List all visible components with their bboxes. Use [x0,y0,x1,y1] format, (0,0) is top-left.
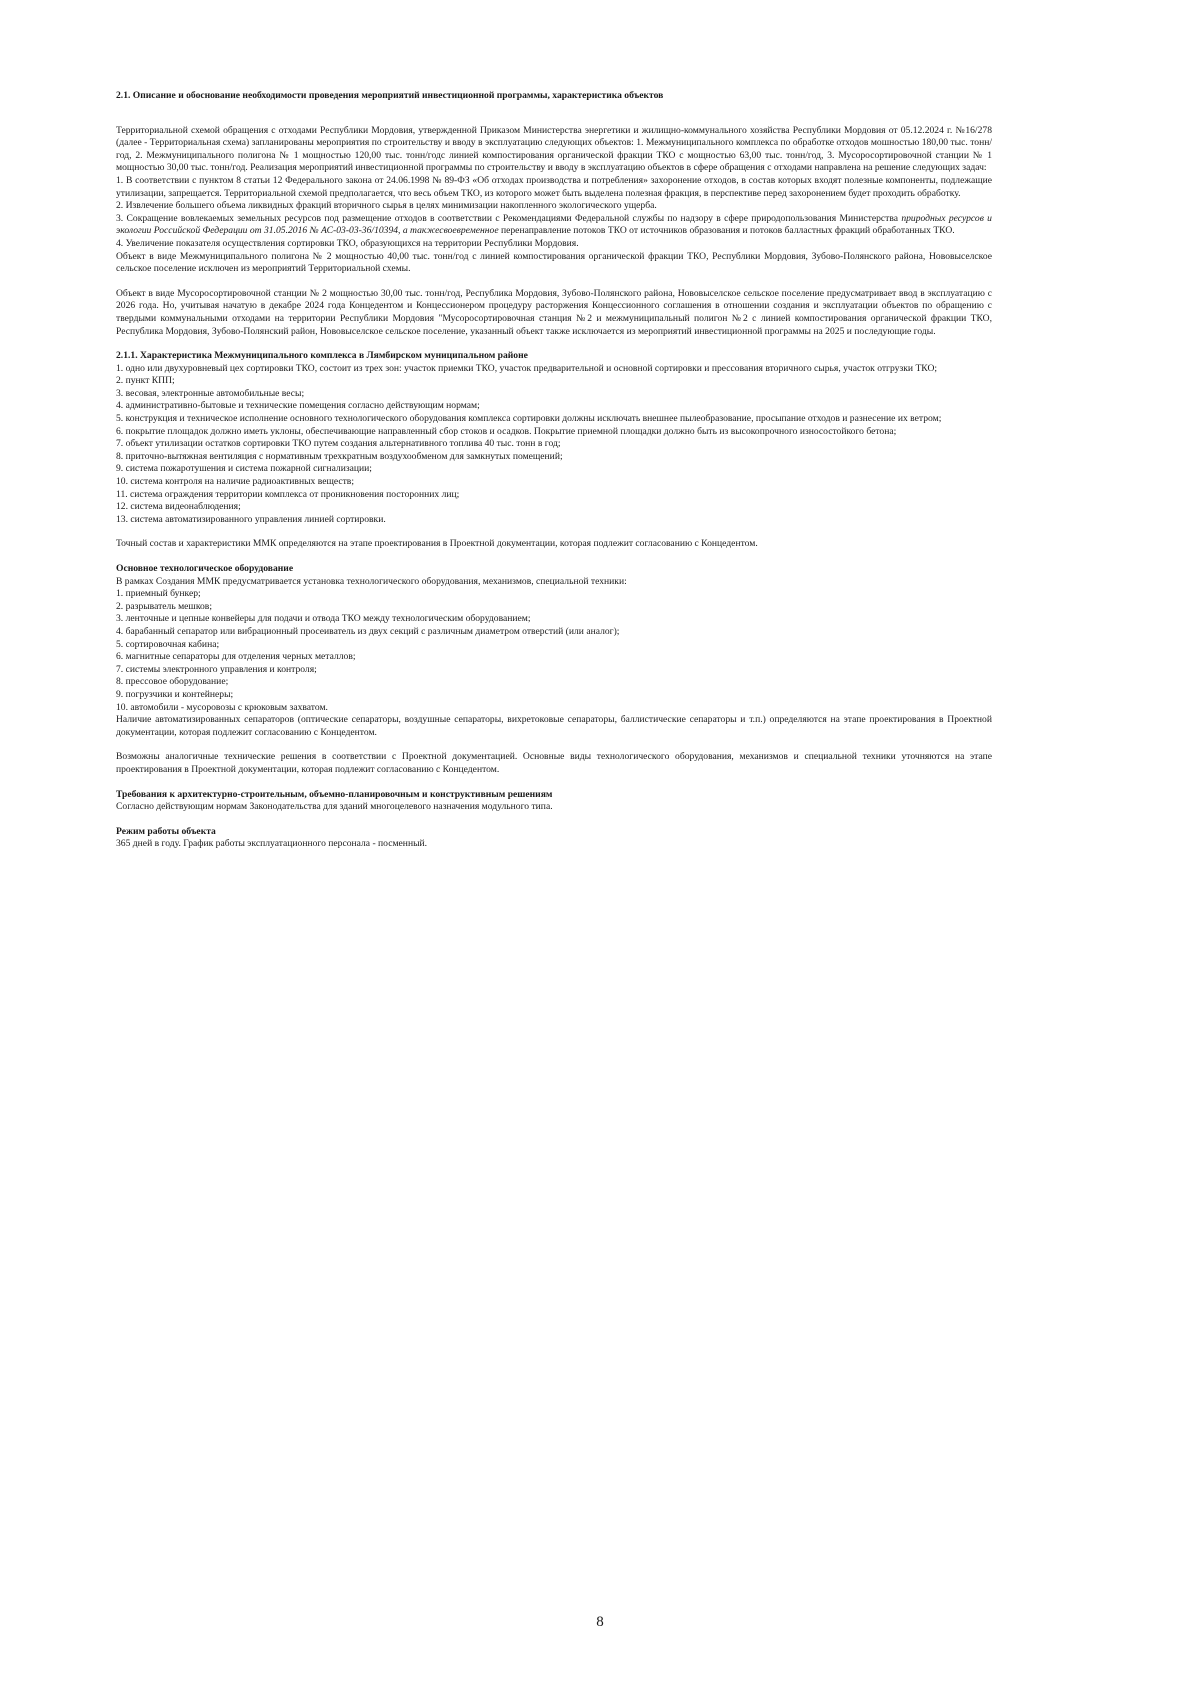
list-item: 4. административно-бытовые и технические помещения согласно действующим нормам; [116,400,480,412]
list-item: 2. разрыватель мешков; [116,600,212,612]
subsection-title: 2.1.1. Характеристика Межмуниципального комплекса в Лямбирском муниципальном районе [116,350,528,362]
task-item: 2. Извлечение большего объема ликвидных фракций вторичного сырья в целях минимизации накопленного экологического ущерба. [116,200,657,212]
list-item: 8. приточно-вытяжная вентиляция с нормативным трехкратным воздухообменом для замкнутых помещений; [116,450,563,462]
list-item: 2. пункт КПП; [116,375,175,387]
list-item: 3. весовая, электронные автомобильные весы; [116,387,305,399]
composition-paragraph: Точный состав и характеристики ММК определяются на этапе проектирования в Проектной документации, которая подлежит согласованию с Концедентом. [116,538,758,550]
task-item-3 [116,213,992,238]
page-number: 8 [596,1614,604,1630]
list-item: 10. система контроля на наличие радиоактивных веществ; [116,476,354,488]
list-item: 6. покрытие площадок должно иметь уклоны, обеспечивающие направленный сбор стоков и осадков. Покрытие приемной площадки должно быть из высокопрочного износостойкого бетона; [116,425,897,437]
list-item: 1. одно или двухуровневый цех сортировки ТКО, состоит из трех зон: участок приемки ТКО, участок предварительной и основной сортировки и прессования вторичного сырья, участок отгрузки ТКО; [116,362,938,374]
list-item: 1. приемный бункер; [116,588,201,600]
list-item: 7. системы электронного управления и контроля; [116,663,317,675]
list-item: 7. объект утилизации остатков сортировки ТКО путем создания альтернативного топлива 40 тыс. тонн в год; [116,438,561,450]
equipment-title: Основное технологическое оборудование [116,563,294,574]
list-item: 9. система пожаротушения и система пожарной сигнализации; [116,463,372,475]
excluded-object-paragraph: Объект в виде Межмуниципального полигона № 2 мощностью 40,00 тыс. тонн/год с линией компостирования органической фракции ТКО, Республики Мордовия, Зубово-Полянского района, Нововыселское сельское поселение исключен из мероприятий Территориальной схемы. [116,250,992,275]
task-item: 4. Увеличение показателя осуществления сортировки ТКО, образующихся на территории Республики Мордовия. [116,237,579,249]
list-item: 10. автомобили - мусоровозы с крюковым захватом. [116,701,328,713]
list-item: 5. сортировочная кабина; [116,638,220,650]
list-item: 3. ленточные и цепные конвейеры для подачи и отвода ТКО между технологическим оборудованием; [116,613,531,625]
excluded-station-paragraph: Объект в виде Мусоросортировочной станции № 2 мощностью 30,00 тыс. тонн/год, Республика Мордовия, Зубово-Полянского района, Нововыселское сельское поселение предусматривает ввод в эксплуатацию с 2026 года. Но, учитывая начатую в декабре 2024 года Концедентом и Концессионером процедуру расторжения Концессионного соглашения в отношении создания и эксплуатации объектов по обращению с твердыми коммунальными отходами на территории Республики Мордовия "Мусоросортировочная станция №2 и межмуниципальный полигон №2 с линией компостирования органической фракции ТКО, Республика Мордовия, Зубово-Полянский район, Нововыселское сельское поселение, указанный объект также исключается из мероприятий инвестиционной программы на 2025 и последующие годы. [116,287,992,337]
equipment-intro: В рамках Создания ММК предусматривается установка технологического оборудования, механизмов, специальной техники: [116,575,627,587]
list-item: 8. прессовое оборудование; [116,676,229,688]
task3-part3: перенаправление потоков ТКО от источников образования и потоков балластных фракций обработанных ТКО. [498,225,955,237]
list-item: 13. система автоматизированного управления линией сортировки. [116,513,386,525]
equipment-list [116,588,992,714]
list-item: 5. конструкция и техническое исполнение основного технологического оборудования комплекса сортировки должны исключать внешнее пылеобразование, просыпание отходов и разнесение их ветром; [116,413,942,425]
complex-list [116,363,992,527]
work-mode-title: Режим работы объекта [116,825,216,837]
list-item: 6. магнитные сепараторы для отделения черных металлов; [116,651,356,663]
list-item: 12. система видеонаблюдения; [116,501,241,513]
task3-part2: природных ресурсов и экологии Российской Федерации от 31.05.2016 № АС-03-03-36/10394, а такжесвоевременное [116,212,992,237]
separators-note: Наличие автоматизированных сепараторов (оптические сепараторы, воздушные сепараторы, вихретоковые сепараторы, баллистические сепараторы и т.п.) определяются на этапе проектирования в Проектной документации, которая подлежит согласованию с Концедентом. [116,714,992,738]
list-item: 11. система ограждения территории комплекса от проникновения посторонних лиц; [116,488,460,500]
section-title: 2.1. Описание и обоснование необходимости проведения мероприятий инвестиционной программы, характеристика объектов [116,90,664,101]
work-mode-text: 365 дней в году. График работы эксплуатационного персонала - посменный. [116,838,428,850]
list-item: 9. погрузчики и контейнеры; [116,688,234,700]
list-item: 4. барабанный сепаратор или вибрационный просеиватель из двух секций с различным диаметром отверстий (или аналог); [116,625,620,637]
arch-requirements-text: Согласно действующим нормам Законодательства для зданий многоцелевого назначения модульного типа. [116,801,553,813]
task3-part1: 3. Сокращение вовлекаемых земельных ресурсов под размещение отходов в соответствии с Рекомендациями Федеральной службы по надзору в сфере природопользования Министерства [116,212,902,224]
document-page [116,90,992,851]
analog-note: Возможны аналогичные технические решения в соответствии с Проектной документацией. Основные виды технологического оборудования, механизмов и специальной техники уточняются на этапе проектирования в Проектной документации, которая подлежит согласованию с Концедентом. [116,751,992,775]
task-item: 1. В соответствии с пунктом 8 статьи 12 Федерального закона от 24.06.1998 № 89-ФЗ «Об отходах производства и потребления» захоронение отходов, в состав которых входят полезные компоненты, подлежащие утилизации, запрещается. Территориальной схемой предполагается, что весь объем ТКО, из которого может быть выделена полезная фракция, в перспективе перед захоронением будет проходить обработку. [116,174,992,199]
arch-requirements-title: Требования к архитектурно-строительным, объемно-планировочным и конструктивным решениям [116,788,553,800]
intro-paragraph: Территориальной схемой обращения с отходами Республики Мордовия, утвержденной Приказом Министерства энергетики и жилищно-коммунального хозяйства Республики Мордовия от 05.12.2024 г. №16/278 (далее - Территориальная схема) запланированы мероприятия по строительству и вводу в эксплуатацию следующих объектов: 1. Межмуниципального комплекса по обработке отходов мошностью 180,00 тыс. тонн/год, 2. Межмуниципального полигона № 1 мощностью 120,00 тыс. тонн/годс линией компостирования органической фракции ТКО с мощностью 63,00 тыс. тонн/год, 3. Мусоросортировочной станции № 1 мощностью 30,00 тыс. тонн/год. Реализация мероприятий инвестиционной программы по строительству и вводу в эксплуатацию объектов в сфере обращения с отходами направлена на решение следующих задач: [116,124,992,174]
